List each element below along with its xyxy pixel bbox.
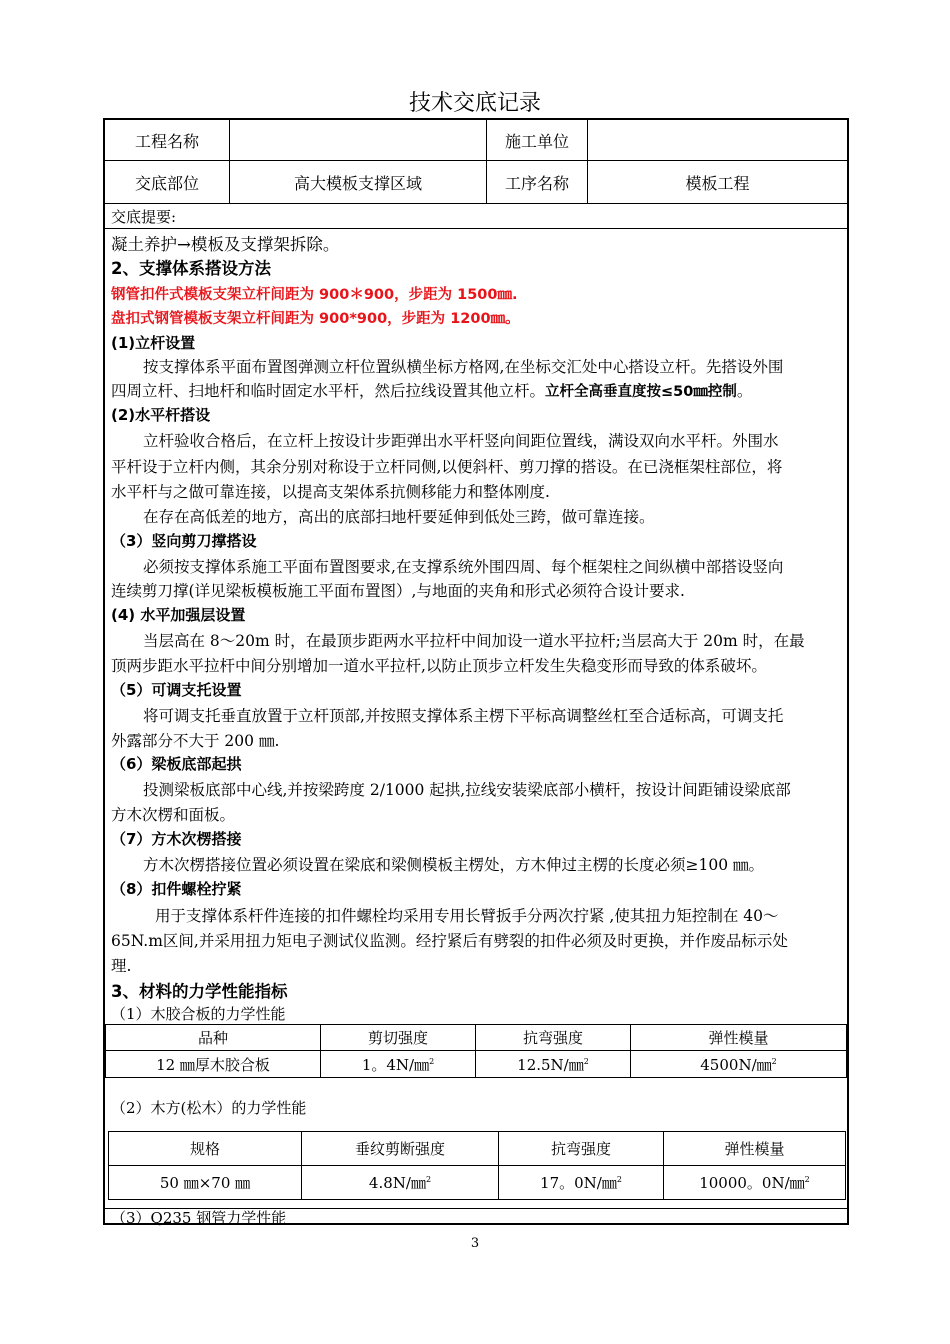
process-name-value: 模板工程 bbox=[587, 161, 847, 203]
table-cell bbox=[476, 1051, 631, 1078]
continuation-text: 凝土养护→模板及支撑架拆除。 bbox=[111, 235, 340, 254]
table-cell bbox=[302, 1166, 499, 1200]
paragraph-line: 在存在高低差的地方，高出的底部扫地杆要延伸到低处三跨，做可靠连接。 bbox=[143, 508, 655, 526]
table-header-cell: 品种 bbox=[106, 1025, 321, 1051]
text-span: 四周立杆、扫地杆和临时固定水平杆，然后拉线设置其他立杆。 bbox=[111, 382, 546, 400]
table-cell bbox=[321, 1051, 476, 1078]
timber-properties-table bbox=[108, 1131, 846, 1200]
paragraph-line: 用于支撑体系杆件连接的扣件螺栓均采用专用长臂扳手分两次拧紧 ,使其扭力矩控制在 40～ bbox=[155, 907, 779, 925]
paragraph-line: 顶两步距水平拉杆中间分别增加一道水平拉杆,以防止顶步立杆发生失稳变形而导致的体系破坏。 bbox=[111, 657, 767, 675]
paragraph-line: 理. bbox=[111, 957, 132, 975]
section-2-heading: 2、支撑体系搭设方法 bbox=[111, 259, 271, 278]
value: 10000。0N/㎜ bbox=[699, 1174, 805, 1192]
value: 17。0N/㎜ bbox=[540, 1174, 617, 1192]
subsection-5-heading: （5）可调支托设置 bbox=[111, 681, 242, 699]
header-row-part bbox=[105, 161, 847, 204]
paragraph-line: 投测梁板底部中心线,并按梁跨度 2/1000 起拱,拉线安装梁底部小横杆，按设计间距铺设梁底部 bbox=[143, 781, 791, 799]
table-header-cell: 抗弯强度 bbox=[499, 1132, 664, 1166]
process-name-label: 工序名称 bbox=[486, 161, 587, 203]
record-table bbox=[103, 118, 849, 1225]
paragraph-line: 立杆验收合格后，在立杆上按设计步距弹出水平杆竖向间距位置线，满设双向水平杆。外围水 bbox=[143, 432, 779, 450]
subsection-1-heading: (1)立杆设置 bbox=[111, 334, 196, 352]
table-header-cell: 垂纹剪断强度 bbox=[302, 1132, 499, 1166]
paragraph-line: 将可调支托垂直放置于立杆顶部,并按照支撑体系主楞下平标高调整丝杠至合适标高，可调支托 bbox=[143, 707, 784, 725]
unit-superscript: 2 bbox=[804, 1175, 810, 1184]
summary-label: 交底提要: bbox=[111, 208, 177, 226]
project-name-label: 工程名称 bbox=[134, 131, 199, 151]
table-header-cell: 剪切强度 bbox=[321, 1025, 476, 1051]
project-name-value bbox=[229, 120, 486, 160]
table-header-row bbox=[106, 1025, 847, 1051]
paragraph-line: 方木次楞和面板。 bbox=[111, 806, 236, 824]
table-header-cell: 抗弯强度 bbox=[476, 1025, 631, 1051]
document-title: 技术交底记录 bbox=[408, 91, 541, 116]
construction-unit-label: 施工单位 bbox=[486, 120, 587, 160]
construction-unit-value bbox=[587, 120, 847, 160]
unit-superscript: 2 bbox=[583, 1056, 589, 1066]
paragraph-line: 当层高在 8～20m 时，在最顶步距两水平拉杆中间加设一道水平拉杆;当层高大于 20m 时，在最 bbox=[143, 632, 805, 650]
table-header-cell: 弹性模量 bbox=[664, 1132, 846, 1166]
paragraph-line: 65N.m区间,并采用扭力矩电子测试仪监测。经拧紧后有劈裂的扣件必须及时更换，并作废品标示处 bbox=[111, 932, 788, 950]
divider bbox=[105, 228, 847, 229]
value: 1。4N/㎜ bbox=[361, 1055, 430, 1074]
plywood-properties-table bbox=[105, 1024, 847, 1078]
subsection-6-heading: （6）梁板底部起拱 bbox=[111, 755, 242, 773]
subsection-2-heading: (2)水平杆搭设 bbox=[111, 406, 211, 424]
paragraph-line: 连续剪刀撑(详见梁板模板施工平面布置图）,与地面的夹角和形式必须符合设计要求. bbox=[111, 582, 685, 600]
subsection-8-heading: （8）扣件螺栓拧紧 bbox=[111, 880, 242, 898]
paragraph-line: 平杆设于立杆内侧，其余分别对称设于立杆同侧,以便斜杆、剪刀撑的搭设。在已浇框架柱部位，将 bbox=[111, 458, 783, 476]
paragraph-line: 按支撑体系平面布置图弹测立杆位置纵横坐标方格网,在坐标交汇处中心搭设立杆。先搭设外围 bbox=[143, 358, 784, 376]
table-1-caption: （1）木胶合板的力学性能 bbox=[111, 1005, 286, 1023]
table-cell: 50 ㎜×70 ㎜ bbox=[109, 1166, 302, 1200]
page-number: 3 bbox=[470, 1236, 480, 1251]
unit-superscript: 2 bbox=[616, 1175, 622, 1184]
table-header-cell: 规格 bbox=[109, 1132, 302, 1166]
table-cell bbox=[631, 1051, 847, 1078]
unit-superscript: 2 bbox=[429, 1056, 435, 1066]
value: 4.8N/㎜ bbox=[368, 1174, 426, 1192]
paragraph-line: 方木次楞搭接位置必须设置在梁底和梁侧模板主楞处，方木伸过主楞的长度必须≥100 ㎜。 bbox=[143, 856, 765, 874]
unit-superscript: 2 bbox=[425, 1175, 432, 1184]
table-row bbox=[109, 1166, 846, 1200]
bold-requirement: 立杆全高垂直度按≤50㎜控制 bbox=[545, 384, 737, 400]
table-3-caption: （3）Q235 钢管力学性能 bbox=[111, 1209, 287, 1227]
table-cell: 12 ㎜厚木胶合板 bbox=[106, 1051, 321, 1078]
red-note-2: 盘扣式钢管模板支架立杆间距为 900*900，步距为 1200㎜。 bbox=[111, 311, 520, 327]
subsection-7-heading: （7）方木次楞搭接 bbox=[111, 830, 242, 848]
paragraph-line: 外露部分不大于 200 ㎜. bbox=[111, 732, 280, 750]
header-row-project bbox=[105, 120, 847, 161]
section-3-heading: 3、材料的力学性能指标 bbox=[111, 982, 288, 1001]
table-row bbox=[106, 1051, 847, 1078]
red-note-1: 钢管扣件式模板支架立杆间距为 900＊900，步距为 1500㎜. bbox=[111, 287, 518, 303]
handover-part-label: 交底部位 bbox=[134, 173, 199, 193]
table-cell bbox=[664, 1166, 846, 1200]
table-header-cell: 弹性模量 bbox=[631, 1025, 847, 1051]
subsection-4-heading: (4) 水平加强层设置 bbox=[111, 606, 246, 624]
handover-part-value: 高大模板支撑区域 bbox=[229, 161, 486, 203]
paragraph-line: 水平杆与之做可靠连接，以提高支架体系抗侧移能力和整体刚度. bbox=[111, 483, 550, 501]
text-span: 。 bbox=[736, 382, 753, 400]
value: 12.5N/㎜ bbox=[517, 1055, 584, 1074]
paragraph-line: 必须按支撑体系施工平面布置图要求,在支撑系统外围四周、每个框架柱之间纵横中部搭设竖向 bbox=[143, 558, 784, 576]
table-cell bbox=[499, 1166, 664, 1200]
unit-superscript: 2 bbox=[771, 1056, 777, 1066]
value: 4500N/㎜ bbox=[700, 1055, 772, 1074]
table-header-row bbox=[109, 1132, 846, 1166]
paragraph-line bbox=[111, 379, 752, 401]
subsection-3-heading: （3）竖向剪刀撑搭设 bbox=[111, 532, 257, 550]
table-2-caption: （2）木方(松木）的力学性能 bbox=[111, 1099, 307, 1117]
